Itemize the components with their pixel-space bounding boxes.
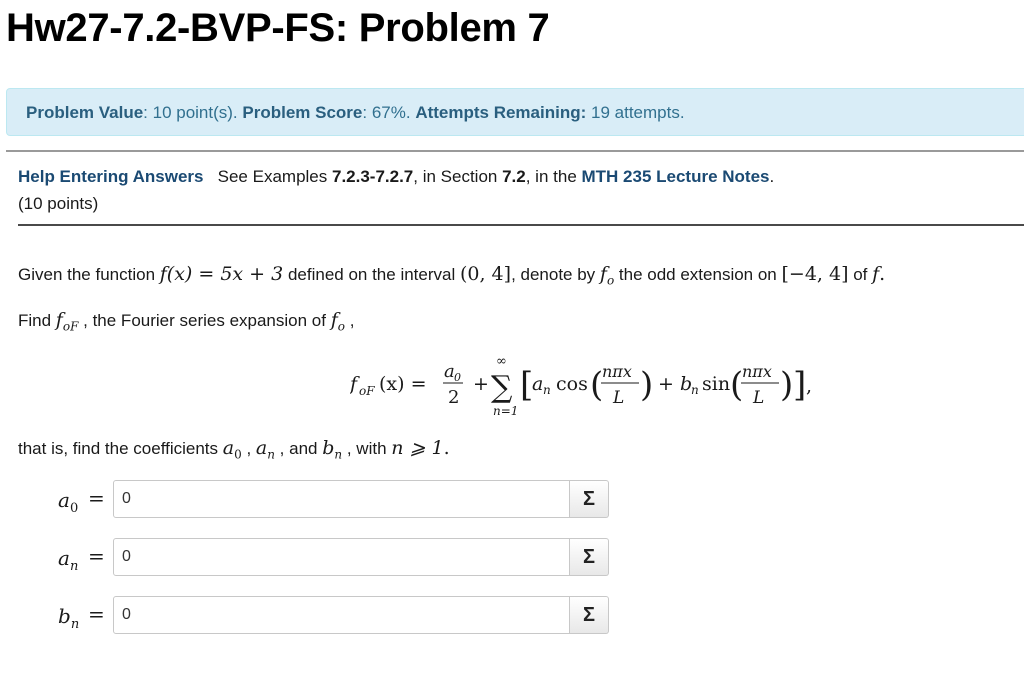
coef-comma: , xyxy=(241,439,256,458)
formula-an-sub: n xyxy=(543,383,551,397)
attempts-remaining-text: 19 attempts. xyxy=(586,103,685,122)
fo-end: , xyxy=(344,311,355,330)
answer-row-an xyxy=(58,538,618,576)
formula-rbracket: ] xyxy=(793,365,807,405)
odd-ext-text: the odd extension on xyxy=(614,265,782,284)
formula-lhs-f: f xyxy=(350,373,358,395)
answer-a0-equals: = xyxy=(88,486,105,510)
formula-bn: b xyxy=(680,373,693,395)
help-examples: 7.2.3-7.2.7 xyxy=(331,167,414,186)
formula-sum-top: ∞ xyxy=(496,354,507,369)
function-expression: f(x) = 5x + 3 xyxy=(159,263,284,285)
fourier-series-formula xyxy=(350,352,830,422)
problem-value-label: Problem Value xyxy=(26,103,144,122)
find-suffix: , the Fourier series expansion of xyxy=(78,311,331,330)
page-title: Hw27-7.2-BVP-FS: Problem 7 xyxy=(6,6,550,50)
formula-sum-sign: ∑ xyxy=(491,370,513,405)
fof-symbol: f xyxy=(55,309,63,331)
answer-an-label: $a_n$ xyxy=(58,546,79,574)
divider-bottom xyxy=(18,224,1024,226)
coef-an-symbol: a xyxy=(255,437,268,459)
answer-an-input[interactable] xyxy=(113,538,570,576)
f-symbol: f xyxy=(872,263,880,285)
formula-cos-num: nπx xyxy=(602,362,632,381)
formula-cos-lparen: ( xyxy=(590,365,604,405)
formula-sin-den: L xyxy=(753,388,765,408)
formula-cos-rparen: ) xyxy=(640,365,654,405)
of-text: of xyxy=(848,265,873,284)
answer-a0-equation-editor-button[interactable]: Σ xyxy=(570,480,609,518)
interval-expression: (0, 4] xyxy=(459,263,512,285)
fo-subscript: o xyxy=(337,319,345,334)
fo-symbol: f xyxy=(330,309,338,331)
coef-an-sub: n xyxy=(267,447,275,462)
formula-plus: + xyxy=(473,373,489,395)
problem-value-text: : 10 point(s). xyxy=(143,103,243,122)
problem-score-label: Problem Score xyxy=(242,103,363,122)
answer-bn-input[interactable] xyxy=(113,596,570,634)
help-entering-answers-link[interactable]: Help Entering Answers xyxy=(18,167,204,186)
formula-cos: cos xyxy=(556,373,588,395)
formula-den-2: 2 xyxy=(448,387,460,408)
formula-an: a xyxy=(532,373,544,395)
formula-lhs-sub: oF xyxy=(359,384,375,398)
formula-bn-sub: n xyxy=(691,383,699,397)
problem-points: (10 points) xyxy=(18,194,99,213)
formula-cos-den: L xyxy=(613,388,625,408)
problem-find-line xyxy=(18,309,354,333)
given-period: . xyxy=(879,263,886,285)
formula-lhs-x: (x) = xyxy=(379,373,427,395)
coef-and-text: , and xyxy=(274,439,323,458)
coef-bn-sub: n xyxy=(334,447,343,462)
problem-given-line xyxy=(18,263,885,287)
answer-row-a0 xyxy=(58,480,618,518)
help-section xyxy=(18,163,774,217)
problem-score-text: : 67%. xyxy=(362,103,416,122)
formula-a0-num: a xyxy=(444,361,455,382)
answer-row-bn xyxy=(58,596,618,634)
divider-top xyxy=(6,150,1024,152)
find-prefix: Find xyxy=(18,311,56,330)
formula-comma: , xyxy=(806,375,813,397)
answer-a0-input[interactable] xyxy=(113,480,570,518)
problem-info-bar xyxy=(6,88,1024,136)
help-see-text: See Examples xyxy=(217,167,332,186)
odd-ext-symbol: f xyxy=(599,263,607,285)
formula-sin-rparen: ) xyxy=(780,365,794,405)
formula-a0-num-sub: 0 xyxy=(454,371,461,384)
formula-sin: sin xyxy=(702,373,731,395)
help-in-the-text: , in the xyxy=(525,167,582,186)
answer-an-equals: = xyxy=(88,544,105,568)
lecture-notes-link[interactable]: MTH 235 Lecture Notes xyxy=(581,167,770,186)
odd-ext-subscript: o xyxy=(606,273,615,288)
fof-subscript: oF xyxy=(62,319,79,334)
coef-a0-sub: 0 xyxy=(234,447,242,462)
answer-an-equation-editor-button[interactable]: Σ xyxy=(570,538,609,576)
defined-on-text: defined on the interval xyxy=(283,265,460,284)
answer-a0-label: $a_0$ xyxy=(58,488,79,516)
formula-lbracket: [ xyxy=(520,365,534,405)
answer-bn-label: $b_n$ xyxy=(58,604,80,632)
help-in-section-text: , in Section xyxy=(413,167,503,186)
coef-period: . xyxy=(443,437,450,459)
given-prefix: Given the function xyxy=(18,265,160,284)
coef-bn-symbol: b xyxy=(322,437,335,459)
answer-bn-equation-editor-button[interactable]: Σ xyxy=(570,596,609,634)
formula-plus-2: + xyxy=(658,373,674,395)
coef-condition: n ⩾ 1 xyxy=(391,437,444,459)
denote-by-text: , denote by xyxy=(511,265,600,284)
coef-a0-symbol: a xyxy=(222,437,235,459)
extension-interval: [−4, 4] xyxy=(781,263,849,285)
formula-sum-bottom: n=1 xyxy=(493,404,519,418)
attempts-remaining-label: Attempts Remaining: xyxy=(415,103,587,122)
formula-sin-lparen: ( xyxy=(730,365,744,405)
that-is-prefix: that is, find the coefficients xyxy=(18,439,223,458)
help-period: . xyxy=(769,167,775,186)
help-section-number: 7.2 xyxy=(502,167,526,186)
answer-bn-equals: = xyxy=(88,602,105,626)
formula-sin-num: nπx xyxy=(742,362,772,381)
problem-that-is-line xyxy=(18,437,450,461)
coef-with-text: , with xyxy=(342,439,392,458)
